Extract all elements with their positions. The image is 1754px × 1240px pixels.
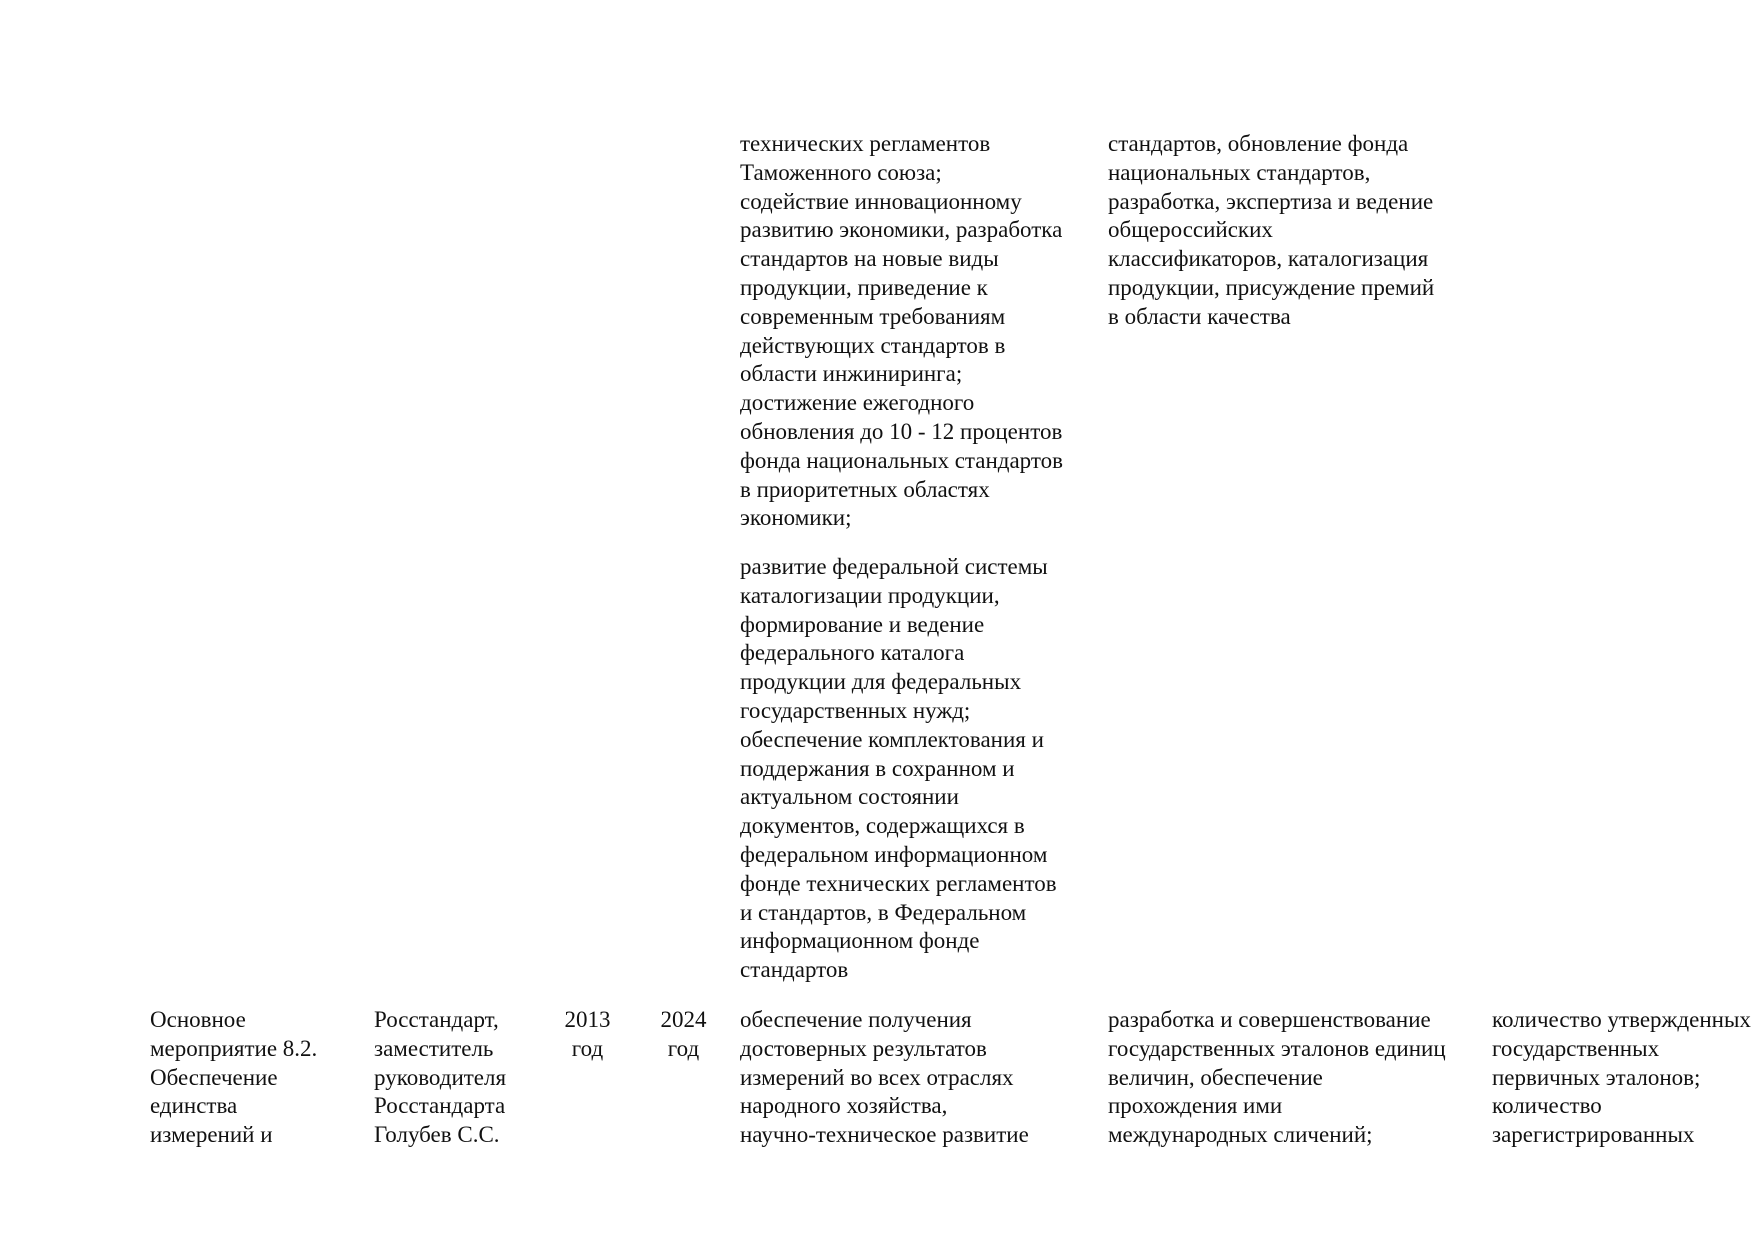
row-measure-8-2-indicator: количество утвержденных государственных первичных эталонов; количество зарегистрированных [1492,1007,1751,1148]
row-continued-expected-result-part1: технических регламентов Таможенного союза; содействие инновационному развитию экономики, разработка стандартов на новые виды продукции, приведение к современным требованиям действующих стандартов в области инжиниринга; достижение ежегодного обновления до 10 - 12 процентов фонда национальных стандартов в приоритетных областях экономики; [740,131,1063,531]
row-measure-8-2-end-year: 2024 год [660,1007,707,1061]
row-measure-8-2-expected-result: обеспечение получения достоверных результатов измерений во всех отраслях народного хозяйства, научно-техническое развитие [740,1007,1029,1148]
row-continued-measure-content: стандартов, обновление фонда национальных стандартов, разработка, экспертиза и ведение общероссийских классификаторов, каталогизация продукции, присуждение премий в области качества [1108,131,1435,329]
row-measure-8-2-content: разработка и совершенствование государственных эталонов единиц величин, обеспечение прохождения ими международных сличений; [1108,1007,1446,1148]
row-measure-8-2-start-year: 2013 год [564,1007,611,1061]
row-measure-8-2-executor: Росстандарт, заместитель руководителя Росстандарта Голубев С.С. [374,1007,507,1148]
row-measure-8-2-name: Основное мероприятие 8.2. Обеспечение единства измерений и [150,1007,318,1148]
row-continued-expected-result-part2: развитие федеральной системы каталогизации продукции, формирование и ведение федерального каталога продукции для федеральных государственных нужд; обеспечение комплектования и поддержания в сохранном и актуальном состоянии документов, содержащихся в федеральном информационном фонде технических регламентов и стандартов, в Федеральном информационном фонде стандартов [740,554,1057,983]
